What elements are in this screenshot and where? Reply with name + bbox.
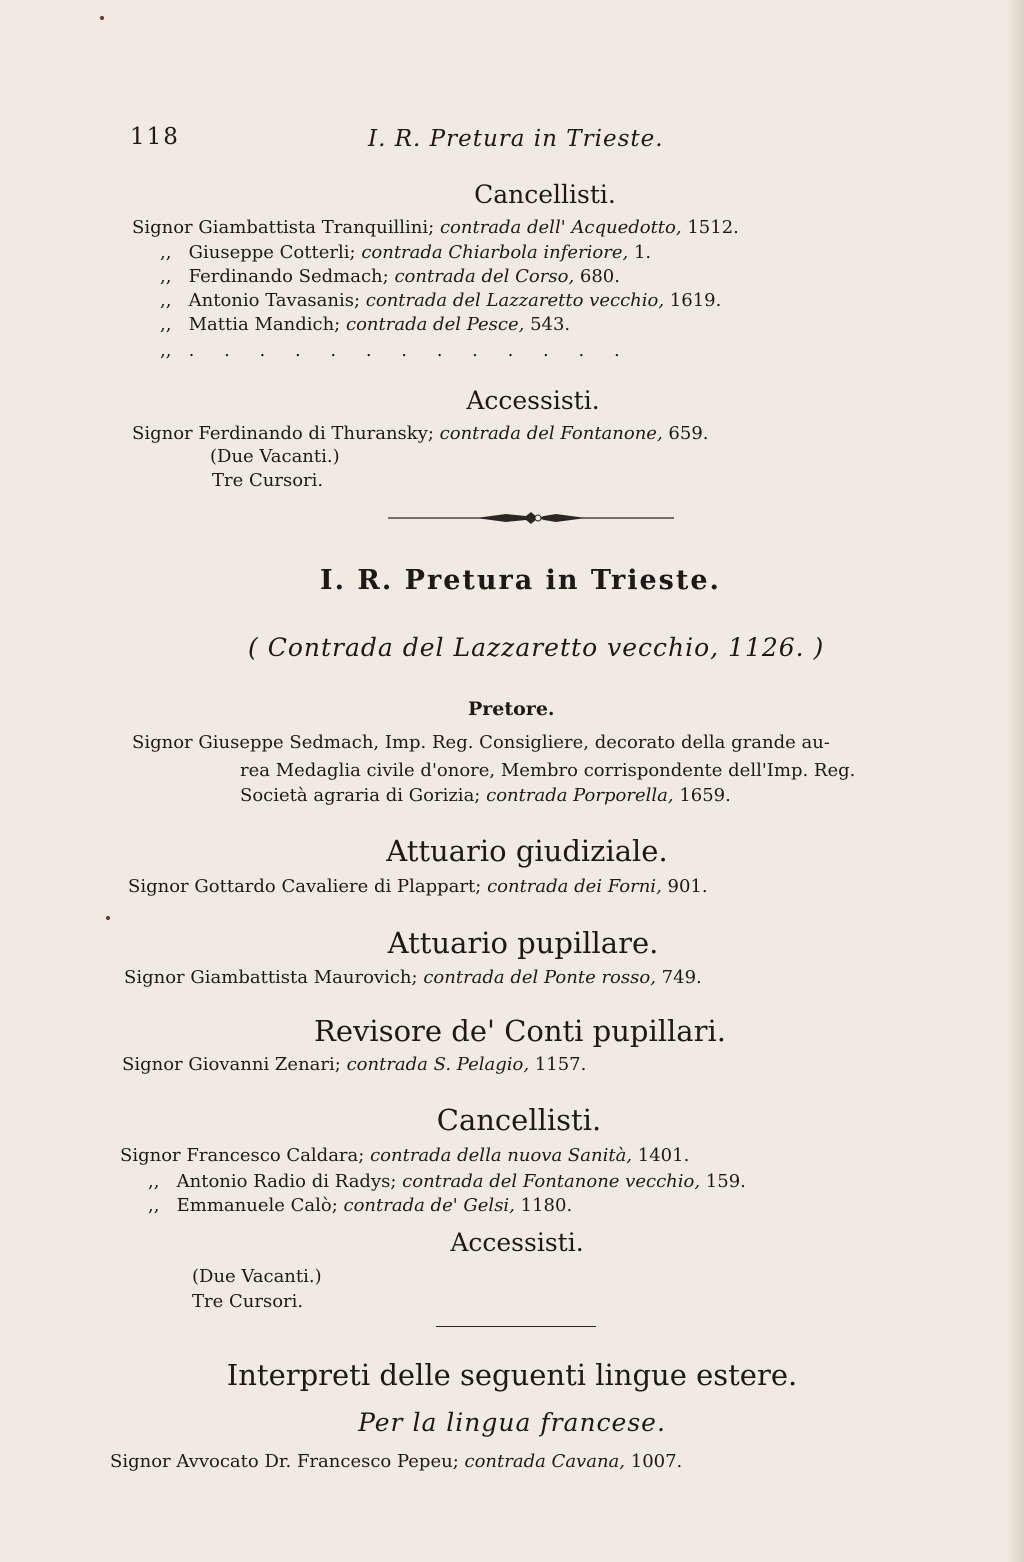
entry-prefix: ,, (160, 340, 172, 361)
entry-number: 1. (633, 242, 652, 263)
entry-line (110, 1451, 682, 1472)
entry-address: contrada del Pesce, (345, 314, 525, 335)
entry-line (160, 266, 620, 287)
section-heading: Cancellisti. (436, 1103, 602, 1137)
entry-name: Giambattista Maurovich; (190, 967, 418, 988)
entry-number: 159. (705, 1171, 746, 1192)
page-number: 118 (130, 124, 180, 150)
entry-address: contrada Chiarbola inferiore, (361, 242, 629, 263)
entry-number: 1512. (687, 217, 739, 238)
section-heading: Interpreti delle seguenti lingue estere. (226, 1358, 798, 1392)
entry-prefix: Signor (132, 423, 193, 444)
cursori-note: Tre Cursori. (212, 470, 324, 491)
entry-line (132, 217, 739, 238)
entry-number: 1157. (534, 1054, 587, 1075)
entry-line (160, 242, 651, 263)
entry-prefix: ,, (148, 1195, 160, 1216)
entry-address: contrada Porporella, (486, 785, 674, 806)
section-heading: Accessisti. (466, 386, 600, 415)
office-address: ( Contrada del Lazzaretto vecchio, 1126. ) (248, 633, 825, 662)
entry-number: 1659. (679, 785, 731, 806)
entry-number: 680. (579, 266, 620, 287)
entry-line (132, 732, 830, 753)
entry-name: Gottardo Cavaliere di Plappart; (194, 876, 482, 897)
section-heading: Cancellisti. (474, 180, 616, 209)
entry-name: Giambattista Tranquillini; (198, 217, 435, 238)
entry-prefix: Signor (124, 967, 185, 988)
running-title: I. R. Pretura in Trieste. (368, 126, 664, 152)
entry-address: contrada del Fontanone vecchio, (402, 1171, 701, 1192)
entry-address: contrada della nuova Sanità, (370, 1145, 633, 1166)
ornament-divider (386, 508, 676, 528)
entry-number: 1401. (637, 1145, 690, 1166)
entry-line (240, 785, 731, 806)
section-heading: Pretore. (468, 698, 555, 720)
vacancy-note: (Due Vacanti.) (210, 446, 340, 467)
entry-name: Avvocato Dr. Francesco Pepeu; (176, 1451, 459, 1472)
cursori-note: Tre Cursori. (192, 1291, 304, 1312)
entry-address: contrada dell' Acquedotto, (439, 217, 682, 238)
entry-prefix: ,, (160, 314, 172, 335)
entry-line (160, 290, 721, 311)
entry-text: Società agraria di Gorizia; (240, 785, 481, 806)
vacancy-note: (Due Vacanti.) (192, 1266, 322, 1287)
entry-number: 1619. (669, 290, 722, 311)
entry-name: Ferdinando di Thuransky; (198, 423, 434, 444)
entry-line: rea Medaglia civile d'onore, Membro corrispondente dell'Imp. Reg. (240, 760, 856, 781)
entry-line (160, 314, 570, 335)
section-heading: Revisore de' Conti pupillari. (314, 1014, 726, 1048)
entry-prefix: Signor (128, 876, 189, 897)
entry-name: Francesco Caldara; (186, 1145, 365, 1166)
entry-prefix: Signor (132, 732, 193, 753)
entry-address: contrada del Ponte rosso, (423, 967, 656, 988)
divider-rule (436, 1326, 596, 1327)
entry-number: 901. (667, 876, 708, 897)
sub-heading: Per la lingua francese. (358, 1408, 666, 1437)
entry-name: Antonio Radio di Radys; (176, 1171, 397, 1192)
entry-placeholder-dots: . . . . . . . . . . . . . (188, 340, 632, 361)
entry-line (122, 1054, 586, 1075)
entry-address: contrada del Corso, (394, 266, 575, 287)
entry-address: contrada Cavana, (464, 1451, 626, 1472)
entry-name: Antonio Tavasanis; (188, 290, 361, 311)
section-heading: Accessisti. (450, 1228, 584, 1257)
section-heading: Attuario giudiziale. (386, 834, 668, 868)
office-title: I. R. Pretura in Trieste. (320, 565, 721, 596)
entry-prefix: Signor (132, 217, 193, 238)
entry-address: contrada de' Gelsi, (343, 1195, 515, 1216)
entry-name: Ferdinando Sedmach; (188, 266, 389, 287)
entry-address: contrada del Fontanone, (439, 423, 663, 444)
ink-speck (100, 16, 104, 20)
entry-prefix: ,, (160, 266, 172, 287)
entry-line (124, 967, 702, 988)
entry-prefix: Signor (122, 1054, 183, 1075)
entry-number: 659. (668, 423, 709, 444)
section-heading: Attuario pupillare. (387, 926, 659, 960)
entry-name: Emmanuele Calò; (176, 1195, 338, 1216)
entry-line (148, 1171, 746, 1192)
entry-line (132, 423, 709, 444)
entry-line (160, 340, 632, 361)
ink-speck (106, 916, 110, 920)
entry-line (120, 1145, 689, 1166)
entry-name: Giovanni Zenari; (188, 1054, 341, 1075)
entry-name: Mattia Mandich; (188, 314, 341, 335)
entry-line (128, 876, 708, 897)
entry-name: Giuseppe Cotterli; (188, 242, 356, 263)
entry-number: 543. (530, 314, 571, 335)
entry-prefix: ,, (148, 1171, 160, 1192)
page-edge (1006, 0, 1024, 1562)
entry-number: 749. (661, 967, 702, 988)
entry-prefix: Signor (110, 1451, 171, 1472)
entry-text: Giuseppe Sedmach, Imp. Reg. Consigliere, decorato della grande au- (198, 732, 830, 753)
entry-address: contrada S. Pelagio, (346, 1054, 530, 1075)
entry-prefix: ,, (160, 290, 172, 311)
entry-number: 1007. (630, 1451, 683, 1472)
entry-address: contrada del Lazzaretto vecchio, (365, 290, 665, 311)
entry-prefix: Signor (120, 1145, 181, 1166)
entry-number: 1180. (520, 1195, 573, 1216)
entry-address: contrada dei Forni, (487, 876, 662, 897)
entry-prefix: ,, (160, 242, 172, 263)
entry-line (148, 1195, 572, 1216)
